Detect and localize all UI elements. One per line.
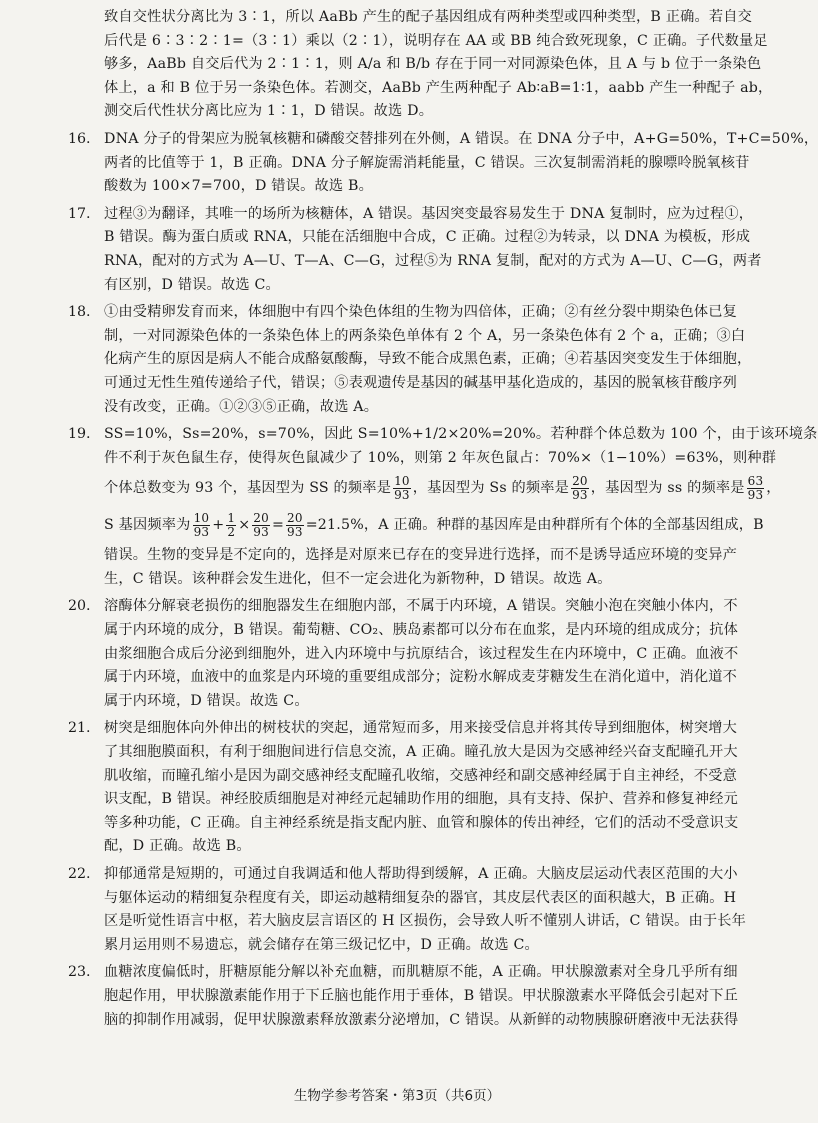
text-line: 体上，a 和 B 位于另一条染色体。若测交，AaBb 产生两种配子 Ab∶aB=1∶1，aabb 产生一种配子 ab， <box>104 79 773 96</box>
text-line: 胞起作用，甲状腺激素能作用于下丘脑也能作用于垂体，B 错误。甲状腺激素水平降低会引起对下丘 <box>104 987 739 1004</box>
text-line: 属于内环境，D 错误。故选 C。 <box>104 692 309 709</box>
text-line: B 错误。酶为蛋白质或 RNA，只能在活细胞中合成，C 正确。过程②为转录，以 DNA 为模板，形成 <box>104 229 751 246</box>
question-23 <box>68 961 748 1032</box>
numerator: 20 <box>572 473 588 488</box>
numerator: 20 <box>287 510 303 525</box>
question-22 <box>68 863 748 957</box>
fraction-ss <box>393 475 411 502</box>
denominator: 93 <box>253 524 269 539</box>
text-line: 没有改变，正确。①②③⑤正确，故选 A。 <box>104 398 379 415</box>
question-18 <box>68 301 752 419</box>
question-number: 22. <box>68 866 91 882</box>
denominator: 93 <box>394 487 410 502</box>
intro-block <box>104 6 773 124</box>
denominator: 2 <box>227 524 236 539</box>
question-number: 18. <box>68 304 91 321</box>
text-line: DNA 分子的骨架应为脱氧核糖和磷酸交替排列在外侧，A 错误。在 DNA 分子中，A+G=50%，T+C=50%， <box>104 130 818 147</box>
text-line: 配，D 正确。故选 B。 <box>104 838 251 855</box>
text-line: 有区别，D 错误。故选 C。 <box>104 276 280 293</box>
text-line: 过程③为翻译，其唯一的场所为核糖体，A 错误。基因突变最容易发生于 DNA 复制时，应为过程①， <box>104 205 754 222</box>
text-segment: ， <box>766 480 781 497</box>
question-17 <box>68 203 762 297</box>
fraction <box>226 512 236 539</box>
text-line: 属于内环境的成分，B 错误。葡萄糖、CO₂、胰岛素都可以分布在血浆，是内环境的组成成分；抗体 <box>104 622 739 639</box>
plus-sign: + <box>212 517 225 534</box>
text-line: 可通过无性生殖传递给子代，错误；⑤表观遗传是基因的碱基甲基化造成的，基因的脱氧核苷酸序列 <box>104 374 738 391</box>
denominator: 93 <box>747 487 764 502</box>
text-line: 识支配，B 错误。神经胶质细胞是对神经元起辅助作用的细胞，具有支持、保护、营养和修复神经元 <box>104 791 739 808</box>
question-19 <box>68 423 818 591</box>
question-number: 21. <box>68 720 91 737</box>
text-line: 区是听觉性语言中枢，若大脑皮层言语区的 H 区损伤，会导致人听不懂别人讲话，C 错误。由于长年 <box>104 913 747 930</box>
text-line: 累月运用则不易遗忘，就会储存在第三级记忆中，D 正确。故选 C。 <box>104 936 539 953</box>
text-line: 制，一对同源染色体的一条染色体上的两条染色单体有 2 个 A，另一条染色体有 2 个 a，正确；③白 <box>104 327 746 344</box>
fraction-ss-het <box>571 475 589 502</box>
text-line-formula <box>104 507 764 544</box>
equals-sign: = <box>271 517 285 534</box>
text-line: 树突是细胞体向外伸出的树枝状的突起，通常短而多，用来接受信息并将其传导到细胞体，树突增大 <box>104 720 738 737</box>
text-line: 测交后代性状分离比应为 1∶1，D 错误。故选 D。 <box>104 103 434 120</box>
denominator: 93 <box>193 524 210 539</box>
text-line: 错误。生物的变异是不定向的，选择是对原来已存在的变异进行选择，而不是诱导适应环境的变异产 <box>104 547 738 564</box>
question-21 <box>68 717 748 859</box>
text-segment: 个体总数变为 93 个，基因型为 SS 的频率是 <box>104 480 392 497</box>
text-line: 与躯体运动的精细复杂程度有关，即运动越精细复杂的器官，其皮层代表区的面积越大，B 正确。H <box>104 889 737 906</box>
text-segment: ，基因型为 ss 的频率是 <box>590 480 745 497</box>
text-line-fractions <box>104 470 781 507</box>
text-line: RNA，配对的方式为 A—U、T—A、C—G，过程⑤为 RNA 复制，配对的方式为 A—U、C—G，两者 <box>104 252 762 269</box>
text-line: 件不利于灰色鼠生存，使得灰色鼠减少了 10%，则第 2 年灰色鼠占：70%×（1−10%）=63%，则种群 <box>104 449 777 466</box>
text-line: 溶酶体分解衰老损伤的细胞器发生在细胞内部，不属于内环境，A 错误。突触小泡在突触小体内，不 <box>104 598 738 615</box>
text-line: 由浆细胞合成后分泌到细胞外，进入内环境中与抗原结合，该过程发生在内环境中，C 正确。血液不 <box>104 645 739 662</box>
denominator: 93 <box>287 524 303 539</box>
fraction <box>286 512 304 539</box>
text-line: 生，C 错误。该种群会发生进化，但不一定会进化为新物种，D 错误。故选 A。 <box>104 570 612 587</box>
text-line: 了其细胞膜面积，有利于细胞间进行信息交流，A 正确。瞳孔放大是因为交感神经兴奋支配瞳孔开大 <box>104 744 738 761</box>
text-line: 脑的抑制作用减弱，促甲状腺激素释放激素分泌增加，C 错误。从新鲜的动物胰腺研磨液中无法获得 <box>104 1011 739 1028</box>
text-line: SS=10%，Ss=20%，s=70%，因此 S=10%+1/2×20%=20%。若种群个体总数为 100 个，由于该环境条 <box>104 426 818 443</box>
text-line: 后代是 6∶3∶2∶1=（3∶1）乘以（2∶1），说明存在 AA 或 BB 纯合致死现象，C 正确。子代数量足 <box>104 32 768 49</box>
text-line: 抑郁通常是短期的，可通过自我调适和他人帮助得到缓解，A 正确。大脑皮层运动代表区范围的大小 <box>104 866 738 882</box>
numerator: 1 <box>227 510 236 525</box>
question-20 <box>68 595 748 713</box>
page-footer: 生物学参考答案・第3页（共6页） <box>293 1088 501 1104</box>
question-16 <box>68 128 818 199</box>
text-segment: S 基因频率为 <box>104 517 191 534</box>
text-line: 血糖浓度偏低时，肝糖原能分解以补充血糖，而肌糖原不能，A 正确。甲状腺激素对全身几乎所有细 <box>104 964 738 981</box>
times-sign: × <box>238 517 251 534</box>
question-number: 23. <box>68 964 91 981</box>
question-number: 17. <box>68 205 91 222</box>
text-line: 属于内环境，血液中的血浆是内环境的重要组成部分；淀粉水解成麦芽糖发生在消化道中，消化道不 <box>104 669 738 686</box>
text-line: 致自交性状分离比为 3∶1，所以 AaBb 产生的配子基因组成有两种类型或四种类型，B 正确。若自交 <box>104 9 753 25</box>
fraction <box>193 512 211 539</box>
question-number: 16. <box>68 130 91 147</box>
text-line: 肌收缩，而瞳孔缩小是因为副交感神经支配瞳孔收缩，交感神经和副交感神经属于自主神经，不受意 <box>104 767 738 784</box>
fraction <box>252 512 270 539</box>
text-line: 够多，AaBb 自交后代为 2∶1∶1，则 A/a 和 B/b 存在于同一对同源染色体，且 A 与 b 位于一条染色 <box>104 56 762 73</box>
text-line: 酸数为 100×7=700，D 错误。故选 B。 <box>104 178 373 195</box>
question-number: 20. <box>68 598 91 615</box>
numerator: 20 <box>253 510 269 525</box>
denominator: 93 <box>572 487 588 502</box>
question-number: 19. <box>68 426 91 443</box>
numerator: 10 <box>193 510 210 525</box>
numerator: 10 <box>394 473 410 488</box>
text-segment: =21.5%，A 正确。种群的基因库是由种群所有个体的全部基因组成，B <box>305 517 764 534</box>
text-line: ①由受精卵发育而来，体细胞中有四个染色体组的生物为四倍体，正确；②有丝分裂中期染色体已复 <box>104 304 738 321</box>
fraction-ss-rec <box>747 475 765 502</box>
text-line: 化病产生的原因是病人不能合成酪氨酸酶，导致不能合成黑色素，正确；④若基因突变发生于体细胞， <box>104 351 752 368</box>
text-segment: ，基因型为 Ss 的频率是 <box>412 480 570 497</box>
numerator: 63 <box>747 473 764 488</box>
text-line: 两者的比值等于 1，B 正确。DNA 分子解旋需消耗能量，C 错误。三次复制需消耗的腺嘌呤脱氧核苷 <box>104 154 750 171</box>
text-line: 等多种功能，C 正确。自主神经系统是指支配内脏、血管和腺体的传出神经，它们的活动不受意识支 <box>104 814 739 831</box>
